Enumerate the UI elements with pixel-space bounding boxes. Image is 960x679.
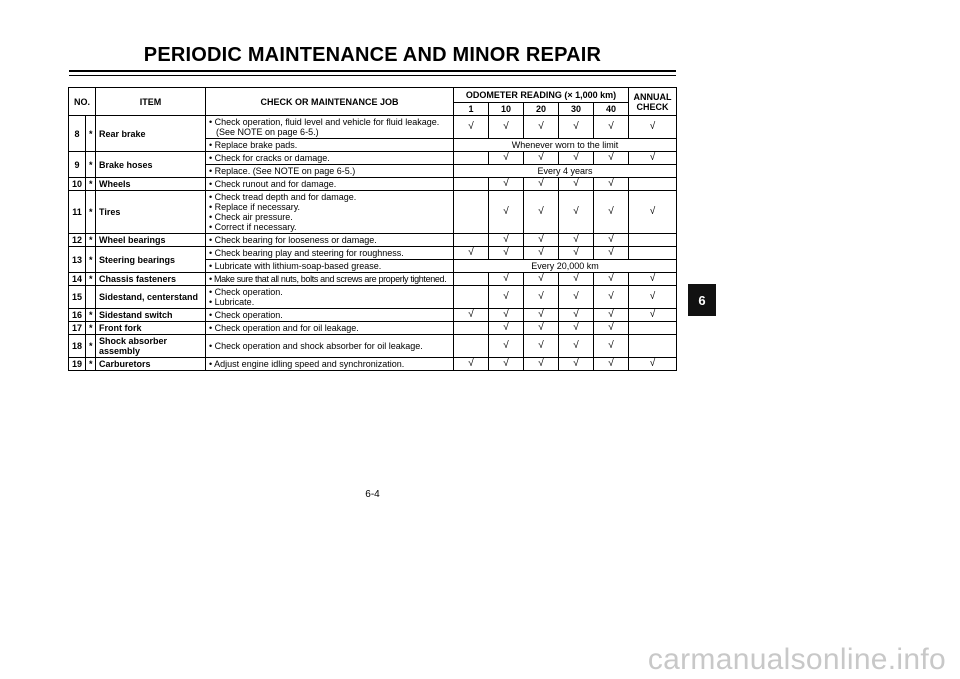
row-asterisk: * [86, 247, 96, 273]
job-line: (See NOTE on page 6-5.) [216, 127, 319, 137]
row-number: 14 [69, 273, 86, 286]
table-row [69, 191, 677, 234]
table-row [69, 322, 677, 335]
check-cell: √ [629, 191, 677, 234]
check-cell: √ [594, 234, 629, 247]
check-cell: √ [524, 335, 559, 358]
row-item: Shock absorber assembly [96, 335, 206, 358]
check-cell: √ [629, 309, 677, 322]
check-cell: √ [594, 191, 629, 234]
job-line: • Replace brake pads. [209, 140, 298, 150]
check-cell [454, 234, 489, 247]
row-asterisk: * [86, 234, 96, 247]
row-job [206, 152, 454, 165]
check-cell [454, 273, 489, 286]
job-line: • Make sure that all nuts, bolts and screws are properly tightened. [209, 274, 447, 284]
job-line: • Check air pressure. [209, 212, 293, 222]
row-item: Brake hoses [96, 152, 206, 178]
row-number: 19 [69, 358, 86, 371]
row-job [206, 139, 454, 152]
interval-note: Every 20,000 km [454, 260, 677, 273]
check-cell: √ [524, 273, 559, 286]
check-cell: √ [594, 152, 629, 165]
check-cell: √ [629, 286, 677, 309]
check-cell: √ [524, 234, 559, 247]
row-item: Wheel bearings [96, 234, 206, 247]
check-cell: √ [594, 309, 629, 322]
check-cell [629, 178, 677, 191]
row-job [206, 234, 454, 247]
check-cell: √ [524, 191, 559, 234]
row-job [206, 178, 454, 191]
row-asterisk: * [86, 322, 96, 335]
header-odo-40: 40 [594, 103, 629, 116]
row-job [206, 286, 454, 309]
page-title: PERIODIC MAINTENANCE AND MINOR REPAIR [143, 44, 602, 66]
table-header-row [69, 88, 677, 103]
row-job [206, 335, 454, 358]
table-row [69, 116, 677, 139]
table-row [69, 178, 677, 191]
check-cell: √ [489, 178, 524, 191]
check-cell [629, 234, 677, 247]
check-cell: √ [559, 358, 594, 371]
title-rule-thin [69, 75, 676, 76]
table-row [69, 286, 677, 309]
row-asterisk [86, 286, 96, 309]
check-cell: √ [594, 335, 629, 358]
check-cell: √ [489, 273, 524, 286]
check-cell [454, 152, 489, 165]
table-row [69, 273, 677, 286]
job-line: • Check operation, fluid level and vehicle for fluid leakage. [209, 117, 440, 127]
check-cell: √ [489, 116, 524, 139]
job-line: • Check runout and for damage. [209, 179, 337, 189]
check-cell: √ [524, 322, 559, 335]
row-item: Rear brake [96, 116, 206, 152]
check-cell: √ [524, 116, 559, 139]
row-number: 16 [69, 309, 86, 322]
row-asterisk: * [86, 152, 96, 178]
check-cell: √ [454, 309, 489, 322]
row-number: 13 [69, 247, 86, 273]
watermark: carmanualsonline.info [647, 643, 946, 676]
table-row [69, 247, 677, 260]
check-cell: √ [489, 152, 524, 165]
row-asterisk: * [86, 335, 96, 358]
check-cell: √ [559, 273, 594, 286]
check-cell: √ [559, 286, 594, 309]
job-line: • Adjust engine idling speed and synchronization. [209, 359, 405, 369]
job-line: • Correct if necessary. [209, 222, 297, 232]
row-asterisk: * [86, 191, 96, 234]
check-cell: √ [559, 247, 594, 260]
check-cell [629, 322, 677, 335]
check-cell: √ [559, 191, 594, 234]
job-line: • Check operation. [209, 310, 283, 320]
row-job [206, 273, 454, 286]
header-odo-30: 30 [559, 103, 594, 116]
row-asterisk: * [86, 358, 96, 371]
check-cell: √ [489, 234, 524, 247]
row-number: 12 [69, 234, 86, 247]
row-job [206, 260, 454, 273]
check-cell: √ [594, 247, 629, 260]
check-cell [454, 286, 489, 309]
check-cell: √ [454, 116, 489, 139]
check-cell: √ [559, 322, 594, 335]
check-cell: √ [559, 309, 594, 322]
table-row [69, 335, 677, 358]
row-number: 11 [69, 191, 86, 234]
row-job [206, 358, 454, 371]
interval-note: Whenever worn to the limit [454, 139, 677, 152]
job-line: • Check tread depth and for damage. [209, 192, 357, 202]
header-odometer: ODOMETER READING (× 1,000 km) [454, 88, 629, 103]
title-rule-thick [69, 70, 676, 72]
check-cell [454, 335, 489, 358]
job-line: • Lubricate with lithium-soap-based grease. [209, 261, 382, 271]
row-asterisk: * [86, 116, 96, 152]
check-cell: √ [489, 247, 524, 260]
check-cell: √ [524, 358, 559, 371]
row-item: Sidestand, centerstand [96, 286, 206, 309]
job-line: • Check bearing for looseness or damage. [209, 235, 377, 245]
table-body [69, 116, 677, 371]
check-cell: √ [594, 322, 629, 335]
row-item: Chassis fasteners [96, 273, 206, 286]
check-cell: √ [594, 358, 629, 371]
check-cell: √ [629, 358, 677, 371]
header-odo-10: 10 [489, 103, 524, 116]
check-cell [454, 178, 489, 191]
row-item: Sidestand switch [96, 309, 206, 322]
check-cell: √ [524, 309, 559, 322]
row-number: 15 [69, 286, 86, 309]
check-cell: √ [489, 335, 524, 358]
row-item: Wheels [96, 178, 206, 191]
check-cell: √ [629, 273, 677, 286]
row-asterisk: * [86, 178, 96, 191]
row-job [206, 116, 454, 139]
check-cell: √ [489, 286, 524, 309]
check-cell: √ [524, 152, 559, 165]
job-line: • Lubricate. [209, 297, 255, 307]
job-line: • Replace if necessary. [209, 202, 301, 212]
job-line: • Check for cracks or damage. [209, 153, 330, 163]
check-cell: √ [559, 116, 594, 139]
check-cell: √ [524, 247, 559, 260]
check-cell: √ [594, 178, 629, 191]
header-job: CHECK OR MAINTENANCE JOB [206, 88, 454, 116]
row-asterisk: * [86, 273, 96, 286]
job-line: • Check operation and for oil leakage. [209, 323, 359, 333]
table-row [69, 358, 677, 371]
check-cell: √ [559, 234, 594, 247]
check-cell: √ [489, 358, 524, 371]
check-cell [454, 322, 489, 335]
header-odo-20: 20 [524, 103, 559, 116]
header-annual: ANNUAL CHECK [629, 88, 677, 116]
row-job [206, 309, 454, 322]
row-item: Carburetors [96, 358, 206, 371]
check-cell: √ [489, 322, 524, 335]
header-no: NO. [69, 88, 96, 116]
check-cell: √ [559, 152, 594, 165]
check-cell: √ [559, 335, 594, 358]
job-line: • Check bearing play and steering for roughness. [209, 248, 404, 258]
check-cell: √ [559, 178, 594, 191]
table-row [69, 234, 677, 247]
row-item: Tires [96, 191, 206, 234]
check-cell [629, 247, 677, 260]
check-cell: √ [594, 116, 629, 139]
job-line: • Check operation and shock absorber for oil leakage. [209, 341, 423, 351]
chapter-tab: 6 [688, 284, 716, 316]
check-cell: √ [524, 286, 559, 309]
row-number: 9 [69, 152, 86, 178]
page-number: 6-4 [365, 489, 380, 500]
interval-note: Every 4 years [454, 165, 677, 178]
row-number: 18 [69, 335, 86, 358]
table-row [69, 152, 677, 165]
check-cell: √ [594, 273, 629, 286]
check-cell: √ [489, 191, 524, 234]
row-job [206, 247, 454, 260]
maintenance-table [68, 87, 677, 371]
row-number: 8 [69, 116, 86, 152]
check-cell: √ [629, 116, 677, 139]
row-job [206, 322, 454, 335]
header-odo-1: 1 [454, 103, 489, 116]
check-cell: √ [489, 309, 524, 322]
row-item: Steering bearings [96, 247, 206, 273]
row-number: 10 [69, 178, 86, 191]
row-job [206, 191, 454, 234]
check-cell: √ [629, 152, 677, 165]
row-asterisk: * [86, 309, 96, 322]
job-line: • Check operation. [209, 287, 283, 297]
job-line: • Replace. (See NOTE on page 6-5.) [209, 166, 356, 176]
check-cell: √ [524, 178, 559, 191]
row-item: Front fork [96, 322, 206, 335]
row-job [206, 165, 454, 178]
row-number: 17 [69, 322, 86, 335]
header-item: ITEM [96, 88, 206, 116]
check-cell: √ [594, 286, 629, 309]
check-cell: √ [454, 247, 489, 260]
table-row [69, 309, 677, 322]
check-cell [454, 191, 489, 234]
check-cell: √ [454, 358, 489, 371]
check-cell [629, 335, 677, 358]
